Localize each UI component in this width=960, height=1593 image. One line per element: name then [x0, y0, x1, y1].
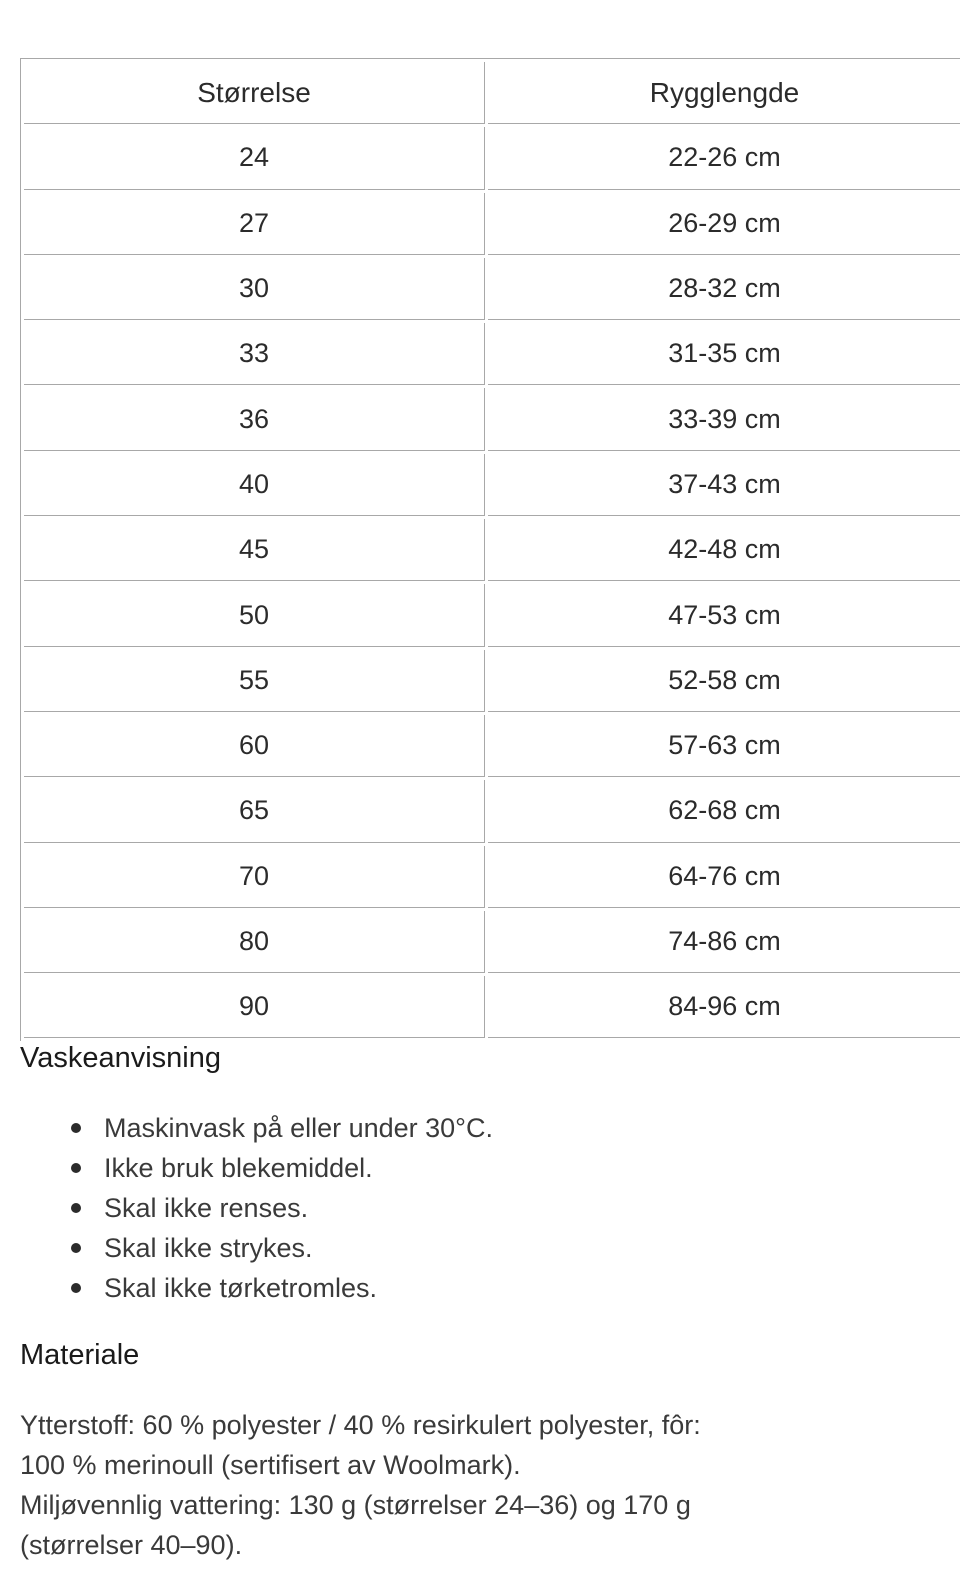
size-cell: 27	[24, 193, 485, 255]
back-length-cell: 62-68 cm	[488, 780, 960, 842]
back-length-cell: 64-76 cm	[488, 846, 960, 908]
wash-instructions-list	[20, 1108, 493, 1308]
back-length-cell: 52-58 cm	[488, 650, 960, 712]
size-cell: 40	[24, 454, 485, 516]
wash-instructions-title: Vaskeanvisning	[20, 1042, 221, 1074]
back-length-cell: 31-35 cm	[488, 323, 960, 385]
list-item-text: Skal ikke tørketromles.	[104, 1273, 378, 1303]
table-row	[24, 976, 960, 1038]
list-item	[20, 1188, 493, 1228]
size-table	[20, 58, 960, 1041]
table-row	[24, 127, 960, 189]
back-length-cell: 57-63 cm	[488, 715, 960, 777]
material-line: (størrelser 40–90).	[20, 1530, 243, 1560]
bullet-icon	[71, 1163, 81, 1173]
material-line: Ytterstoff: 60 % polyester / 40 % resirkulert polyester, fôr:	[20, 1410, 701, 1440]
material-description	[20, 1405, 950, 1565]
table-row	[24, 193, 960, 255]
back-length-cell: 22-26 cm	[488, 127, 960, 189]
size-cell: 80	[24, 911, 485, 973]
material-line: 100 % merinoull (sertifisert av Woolmark).	[20, 1450, 521, 1480]
header-size: Størrelse	[24, 62, 485, 124]
size-cell: 45	[24, 519, 485, 581]
list-item	[20, 1268, 493, 1308]
back-length-cell: 47-53 cm	[488, 584, 960, 646]
list-item	[20, 1148, 493, 1188]
size-cell: 65	[24, 780, 485, 842]
bullet-icon	[71, 1283, 81, 1293]
table-row	[24, 780, 960, 842]
back-length-cell: 84-96 cm	[488, 976, 960, 1038]
table-row	[24, 258, 960, 320]
list-item	[20, 1228, 493, 1268]
list-item-text: Skal ikke strykes.	[104, 1233, 313, 1263]
bullet-icon	[71, 1123, 81, 1133]
table-row	[24, 911, 960, 973]
table-row	[24, 584, 960, 646]
size-table-body	[24, 127, 960, 1038]
list-item-text: Maskinvask på eller under 30°C.	[104, 1113, 493, 1143]
material-line: Miljøvennlig vattering: 130 g (størrelser 24–36) og 170 g	[20, 1490, 691, 1520]
back-length-cell: 28-32 cm	[488, 258, 960, 320]
back-length-cell: 26-29 cm	[488, 193, 960, 255]
table-row	[24, 454, 960, 516]
back-length-cell: 33-39 cm	[488, 388, 960, 450]
back-length-cell: 74-86 cm	[488, 911, 960, 973]
table-row	[24, 715, 960, 777]
size-cell: 30	[24, 258, 485, 320]
list-item-text: Skal ikke renses.	[104, 1193, 309, 1223]
header-back-length: Rygglengde	[488, 62, 960, 124]
material-title: Materiale	[20, 1339, 140, 1371]
size-cell: 55	[24, 650, 485, 712]
size-cell: 60	[24, 715, 485, 777]
size-cell: 90	[24, 976, 485, 1038]
list-item-text: Ikke bruk blekemiddel.	[104, 1153, 373, 1183]
size-cell: 36	[24, 388, 485, 450]
table-row	[24, 846, 960, 908]
bullet-icon	[71, 1243, 81, 1253]
table-row	[24, 650, 960, 712]
table-row	[24, 323, 960, 385]
size-cell: 33	[24, 323, 485, 385]
table-row	[24, 388, 960, 450]
table-header-row	[24, 62, 960, 124]
back-length-cell: 42-48 cm	[488, 519, 960, 581]
table-row	[24, 519, 960, 581]
bullet-icon	[71, 1203, 81, 1213]
size-cell: 70	[24, 846, 485, 908]
list-item	[20, 1108, 493, 1148]
size-cell: 24	[24, 127, 485, 189]
back-length-cell: 37-43 cm	[488, 454, 960, 516]
size-cell: 50	[24, 584, 485, 646]
